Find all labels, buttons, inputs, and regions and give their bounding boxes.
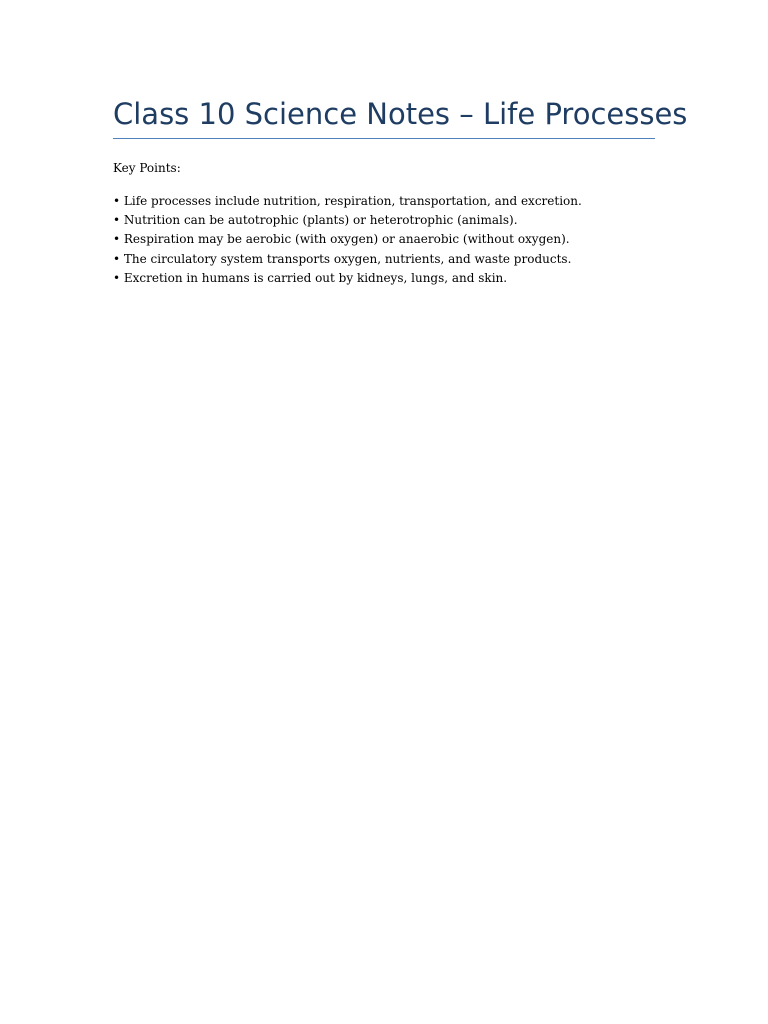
list-item: • Excretion in humans is carried out by kidneys, lungs, and skin.: [113, 270, 508, 285]
key-points-label: Key Points:: [113, 161, 181, 175]
key-points-list: [113, 192, 673, 288]
title-underline: [113, 138, 655, 139]
list-item: • Life processes include nutrition, respiration, transportation, and excretion.: [113, 194, 582, 208]
list-item: • Nutrition can be autotrophic (plants) or heterotrophic (animals).: [113, 213, 518, 228]
list-item: • The circulatory system transports oxygen, nutrients, and waste products.: [113, 251, 572, 266]
page-title: Class 10 Science Notes – Life Processes: [113, 97, 688, 131]
list-item: • Respiration may be aerobic (with oxygen) or anaerobic (without oxygen).: [113, 232, 570, 247]
title-block: [113, 94, 688, 139]
document-body: [113, 159, 673, 288]
